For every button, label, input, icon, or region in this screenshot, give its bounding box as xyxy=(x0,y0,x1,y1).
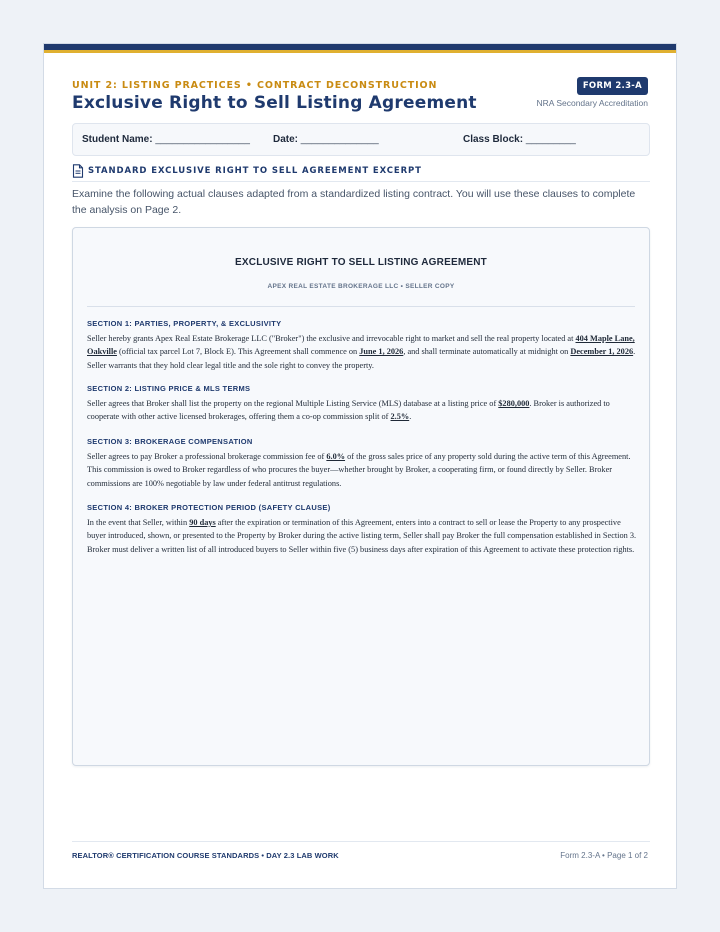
clause-heading: SECTION 2: LISTING PRICE & MLS TERMS xyxy=(87,384,251,393)
clause-body xyxy=(87,397,637,424)
excerpt-title: EXCLUSIVE RIGHT TO SELL LISTING AGREEMENT xyxy=(235,257,487,268)
clause-text: Seller agrees that Broker shall list the property on the regional Multiple Listing Service (MLS) database at a listing price of xyxy=(87,399,499,408)
clause-heading: SECTION 1: PARTIES, PROPERTY, & EXCLUSIVITY xyxy=(87,319,282,328)
section-header xyxy=(72,164,650,182)
clause-text: of the gross sales price of any property sold during the active term of this Agreement. This commission is owed to Broker regardless of who procures the buyer—whether brought by Broker, a cooperating firm, or found directly by Seller. Broker commissions are 100% negotiable by law under federal antitrust regulations. xyxy=(87,452,631,488)
clause-body xyxy=(87,332,637,372)
clause-heading: SECTION 4: BROKER PROTECTION PERIOD (SAFETY CLAUSE) xyxy=(87,503,331,512)
class-block-label: Class Block: xyxy=(463,134,524,145)
termination-date: December 1, 2026 xyxy=(570,347,634,357)
student-name-label: Student Name: xyxy=(82,134,153,145)
coop-split: 2.5% xyxy=(390,412,410,422)
excerpt-subtitle: APEX REAL ESTATE BROKERAGE LLC • SELLER COPY xyxy=(267,283,455,290)
worksheet-page xyxy=(43,43,677,889)
clause-section-3 xyxy=(87,437,637,490)
intro-text: Examine the following actual clauses adapted from a standardized listing contract. You will use these clauses to complete the analysis on Page 2. xyxy=(72,188,636,216)
student-name-blank[interactable]: _________________ xyxy=(155,134,250,145)
property-address: 404 Maple Lane, Oakville xyxy=(87,334,635,357)
clause-text: In the event that Seller, within xyxy=(87,518,190,527)
clause-section-1 xyxy=(87,319,637,372)
accreditation-label: NRA Secondary Accreditation xyxy=(536,98,648,108)
clause-text: (official tax parcel Lot 7, Block E). This Agreement shall commence on xyxy=(116,347,360,357)
page-title: Exclusive Right to Sell Listing Agreement xyxy=(72,93,477,113)
commission-rate: 6.0% xyxy=(326,452,346,461)
date-label: Date: xyxy=(273,134,299,145)
contract-excerpt-panel xyxy=(72,227,650,766)
form-badge: FORM 2.3-A xyxy=(577,77,648,95)
excerpt-divider xyxy=(87,306,635,307)
listing-price: $280,000 xyxy=(498,399,530,408)
clause-text: after the expiration or termination of this Agreement, enters into a contract to sell or lease the Property to any prospective buyer introduced, shown, or presented to the Property by Broker during the active listing term, Seller shall pay Broker the full compensation established in Section 3. Broker must deliver a written list of all introduced buyers to Seller within five (5) business days after expiration of this Agreement to activate these protection rights. xyxy=(87,518,637,554)
protection-period: 90 days xyxy=(189,518,216,527)
clause-text: . Seller warrants that they hold clear legal title and the sole right to convey the property. xyxy=(87,347,636,370)
clause-text: Seller agrees to pay Broker a professional brokerage commission fee of xyxy=(87,452,327,461)
class-block-blank[interactable]: _________ xyxy=(525,134,576,145)
commencement-date: June 1, 2026 xyxy=(359,347,404,357)
student-info-box xyxy=(72,123,650,156)
date-field[interactable] xyxy=(273,134,379,145)
date-blank[interactable]: ______________ xyxy=(300,134,379,145)
clause-section-4 xyxy=(87,503,637,556)
student-name-field[interactable] xyxy=(82,134,250,145)
clause-body xyxy=(87,450,637,490)
top-accent-stripe xyxy=(44,50,676,53)
footer-course-label: REALTOR® CERTIFICATION COURSE STANDARDS • DAY 2.3 LAB WORK xyxy=(72,851,339,860)
clause-heading: SECTION 3: BROKERAGE COMPENSATION xyxy=(87,437,253,446)
clause-section-2 xyxy=(87,384,637,424)
clause-text: . Broker is authorized to cooperate with other active licensed brokerages, offering them a co-op commission split of xyxy=(87,399,610,422)
document-icon xyxy=(72,164,84,178)
clause-text: , and shall terminate automatically at midnight on xyxy=(403,347,571,357)
clause-text: Seller hereby grants Apex Real Estate Brokerage LLC ("Broker") the exclusive and irrevocable right to market and sell the real property located at xyxy=(87,334,576,343)
section-label: STANDARD EXCLUSIVE RIGHT TO SELL AGREEMENT EXCERPT xyxy=(88,166,422,176)
clause-body xyxy=(87,516,637,556)
footer-divider xyxy=(72,841,650,842)
unit-eyebrow: UNIT 2: LISTING PRACTICES • CONTRACT DECONSTRUCTION xyxy=(72,80,438,91)
clause-text: . xyxy=(409,412,412,422)
class-block-field[interactable] xyxy=(463,134,576,145)
footer-page-number: Form 2.3-A • Page 1 of 2 xyxy=(560,851,648,860)
